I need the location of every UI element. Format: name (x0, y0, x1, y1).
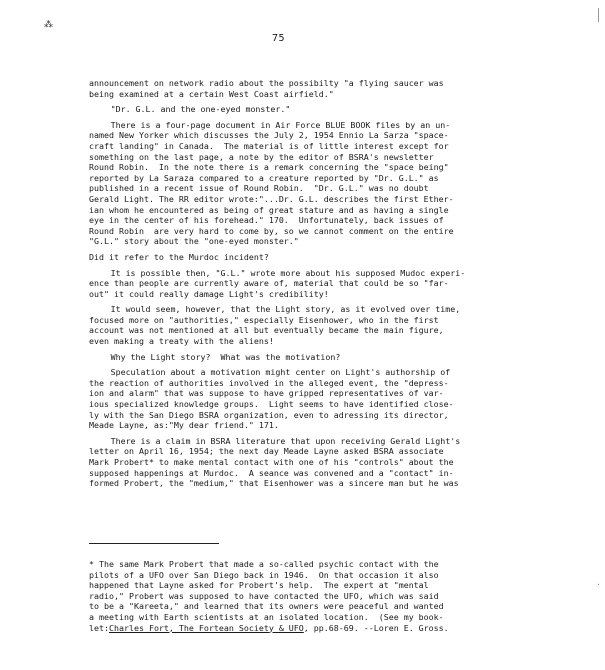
text-line: formed Probert, the "medium," that Eisenhower was a sincere man but he was (89, 478, 459, 489)
footnote-line: pilots of a UFO over San Diego back in 1946. On that occasion it also (89, 569, 439, 580)
text-line: Why the Light story? What was the motivation? (110, 351, 341, 362)
footnote-line: to be a "Kareeta," and learned that its owners were peaceful and wanted (89, 601, 444, 612)
text-line: announcement on network radio about the possibilty "a flying saucer was (89, 78, 444, 88)
text-line: out" it could really damage Light's credibility! (89, 288, 329, 299)
text-line: focused more on "authorities," especially Eisenhower, who in the first (89, 314, 439, 325)
text-line: ence than people are currently aware of, material that could be so "far- (89, 278, 449, 289)
paragraph (89, 120, 519, 247)
text-line: letter on April 16, 1954; the next day Meade Layne asked BSRA associate (89, 446, 444, 457)
text-line: something on the last page, a note by the editor of BSRA's newsletter (89, 151, 434, 162)
text-line: ion and alarm" that was suppose to have gripped representatives of var- (89, 388, 444, 399)
text-line: There is a four-page document in Air Force BLUE BOOK files by an un- (110, 119, 451, 130)
text-line: It would seem, however, that the Light story, as it evolved over time, (110, 304, 461, 315)
footnote-line: happened that Layne asked for Probert's help. The expert at "mental (89, 580, 429, 591)
text-line: published in a recent issue of Round Robin. "Dr. G.L." was no doubt (89, 183, 429, 194)
text-line: being examined at a certain West Coast airfield." (89, 88, 334, 99)
text-line: Gerald Light. The RR editor wrote:"...Dr. G.L. describes the first Ether- (89, 193, 454, 204)
text-line: eye in the center of his forehead." 170. Unfortunately, back issues of (89, 215, 444, 226)
paragraph (89, 78, 519, 99)
paragraph (89, 352, 519, 363)
text-line: Meade Layne, as:"My dear friend." 171. (89, 420, 279, 431)
paragraph (89, 304, 519, 346)
text-line: Speculation about a motivation might center on Light's authorship of (110, 367, 451, 378)
body-text (89, 78, 519, 489)
footnote-line: * The same Mark Probert that made a so-called psychic contact with the (89, 559, 439, 569)
scan-edge-mark (598, 8, 599, 22)
text-line: ian whom he encountered as being of great stature and as having a single (89, 204, 449, 215)
text-line: named New Yorker which discusses the July 2, 1954 Ennio La Sarza "space- (89, 130, 449, 141)
text-line: reported by La Saraza compared to a creature reported by "Dr. G.L." as (89, 172, 439, 183)
footnote-rule (89, 543, 219, 544)
right-margin-mark: . (596, 578, 601, 587)
text-line: Round Robin. In the note there is a remark concerning the "space being" (89, 162, 449, 173)
corner-mark: ⁂ (44, 20, 53, 30)
text-line: "Dr. G.L. and the one-eyed monster." (110, 104, 291, 115)
text-line: Mark Probert* to make mental contact with one of his "controls" about the (89, 457, 454, 467)
text-line: account was not mentioned at all but eventually became the main figure, (89, 325, 444, 336)
footnote-line: let:Charles Fort, The Fortean Society & UFO, pp.68-69. --Loren E. Gross. (89, 622, 449, 633)
text-line: ly with the San Diego BSRA organization, even to adressing its director, (89, 409, 449, 420)
text-line: the reaction of authorities involved in the alleged event, the "depress- (89, 377, 449, 388)
text-line: It is possible then, "G.L." wrote more about his supposed Mudoc experi- (110, 267, 466, 278)
text-line: Round Robin are very hard to come by, so we cannot comment on the entire (89, 225, 454, 236)
text-line: even making a treaty with the aliens! (89, 336, 274, 347)
paragraph (89, 252, 519, 263)
paragraph (89, 367, 519, 431)
text-line: craft landing" in Canada. The material is of little interest except for (89, 140, 449, 151)
paragraph (89, 104, 519, 115)
page-number: 75 (272, 33, 286, 44)
footnote-line: radio," Probert was supposed to have contacted the UFO, which was said (89, 590, 439, 601)
text-line: supposed happenings at Murdoc. A seance was convened and a "contact" in- (89, 467, 454, 478)
footnote-line: a meeting with Earth scientists at an isolated location. (See my book- (89, 611, 444, 622)
footnote (89, 559, 519, 633)
text-line: ious specialized knowledge groups. Light seems to have identified close- (89, 399, 454, 410)
paragraph (89, 436, 519, 489)
paragraph (89, 268, 519, 300)
text-line: There is a claim in BSRA literature that upon receiving Gerald Light's (110, 435, 461, 446)
text-line: "G.L." story about the "one-eyed monster." (89, 236, 299, 247)
text-line: Did it refer to the Murdoc incident? (89, 251, 269, 262)
